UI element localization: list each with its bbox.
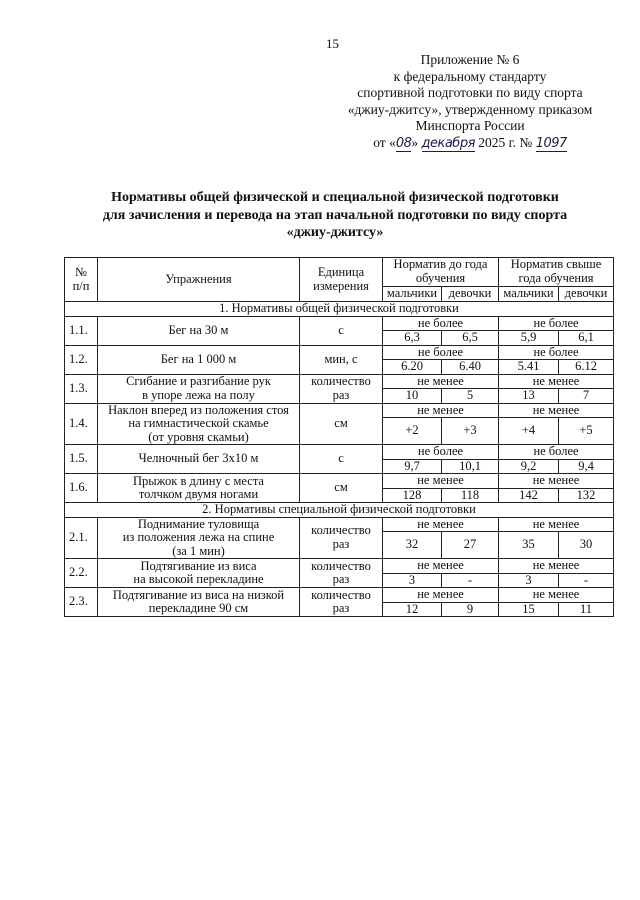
table-row: [65, 474, 614, 489]
value-girls-1: 27: [442, 532, 499, 559]
qualifier: не более: [383, 316, 499, 331]
row-number: 2.2.: [65, 559, 98, 588]
qualifier: не менее: [383, 517, 499, 532]
appendix-line-4: «джиу-джитсу», утвержденному приказом: [347, 101, 593, 117]
value-boys-2: 9,2: [499, 459, 559, 474]
value-boys-1: 9,7: [383, 459, 442, 474]
header-boys-1: мальчики: [383, 286, 442, 301]
order-year: 2025 г. №: [478, 134, 533, 150]
value-girls-2: 132: [559, 488, 614, 503]
value-girls-1: 6,5: [442, 331, 499, 346]
exercise-name: Бег на 1 000 м: [98, 345, 300, 374]
unit: количество раз: [300, 517, 383, 559]
unit: количество раз: [300, 559, 383, 588]
handwritten-day: 08: [395, 135, 412, 151]
section-title: 1. Нормативы общей физической подготовки: [65, 302, 614, 317]
appendix-line-5: Минспорта России: [415, 118, 525, 134]
table-row: [65, 374, 614, 389]
qualifier: не более: [383, 345, 499, 360]
exercise-name: Подтягивание из виса на высокой перекладине: [98, 559, 300, 588]
qualifier: не менее: [499, 403, 614, 418]
value-girls-2: +5: [559, 418, 614, 445]
header-boys-2: мальчики: [499, 286, 559, 301]
exercise-name: Поднимание туловища из положения лежа на спине (за 1 мин): [98, 517, 300, 559]
value-girls-2: 7: [559, 389, 614, 404]
header-num: № п/п: [65, 258, 98, 302]
row-number: 1.3.: [65, 374, 98, 403]
value-boys-1: 6,3: [383, 331, 442, 346]
value-girls-1: 6.40: [442, 360, 499, 375]
value-boys-2: 35: [499, 532, 559, 559]
qualifier: не менее: [383, 374, 499, 389]
unit: см: [300, 403, 383, 445]
value-boys-1: 128: [383, 488, 442, 503]
value-boys-1: 32: [383, 532, 442, 559]
exercise-name: Наклон вперед из положения стоя на гимнастической скамье (от уровня скамьи): [98, 403, 300, 445]
value-boys-1: 12: [383, 602, 442, 617]
title-line-3: «джиу-джитсу»: [286, 225, 384, 240]
value-boys-2: 13: [499, 389, 559, 404]
qualifier: не более: [383, 445, 499, 460]
unit: количество раз: [300, 374, 383, 403]
value-girls-2: 6,1: [559, 331, 614, 346]
value-boys-1: 6.20: [383, 360, 442, 375]
table-row: [65, 559, 614, 574]
value-girls-2: 9,4: [559, 459, 614, 474]
qualifier: не менее: [499, 374, 614, 389]
header-unit: Единица измерения: [300, 258, 383, 302]
section-title: 2. Нормативы специальной физической подготовки: [65, 503, 614, 518]
page-number: 15: [326, 36, 339, 51]
exercise-name: Прыжок в длину с места толчком двумя ногами: [98, 474, 300, 503]
row-number: 1.4.: [65, 403, 98, 445]
qualifier: не менее: [499, 517, 614, 532]
row-number: 2.3.: [65, 588, 98, 617]
row-number: 1.2.: [65, 345, 98, 374]
value-girls-2: -: [559, 573, 614, 588]
table-row: [65, 588, 614, 603]
title-line-2: для зачисления и перевода на этап начальной подготовки по виду спорта: [102, 207, 568, 223]
title-line-1: Нормативы общей физической и специальной физической подготовки: [111, 190, 559, 205]
exercise-name: Челночный бег 3х10 м: [98, 445, 300, 474]
unit: мин, с: [300, 345, 383, 374]
value-boys-2: 3: [499, 573, 559, 588]
row-number: 1.1.: [65, 316, 98, 345]
header-norm-first-year: Норматив до года обучения: [383, 258, 499, 287]
unit: с: [300, 316, 383, 345]
row-number: 1.5.: [65, 445, 98, 474]
appendix-line-1: Приложение № 6: [420, 52, 520, 67]
qualifier: не менее: [499, 588, 614, 603]
value-girls-1: 9: [442, 602, 499, 617]
unit: см: [300, 474, 383, 503]
header-norm-over-year: Норматив свыше года обучения: [499, 258, 614, 287]
qualifier: не более: [499, 445, 614, 460]
qualifier: не менее: [383, 588, 499, 603]
qualifier: не менее: [383, 403, 499, 418]
exercise-name: Сгибание и разгибание рук в упоре лежа на полу: [98, 374, 300, 403]
value-boys-2: 5,9: [499, 331, 559, 346]
unit: количество раз: [300, 588, 383, 617]
value-girls-2: 30: [559, 532, 614, 559]
date-prefix: от «: [373, 134, 396, 150]
table-row: [65, 517, 614, 532]
value-boys-1: 3: [383, 573, 442, 588]
value-girls-2: 6.12: [559, 360, 614, 375]
header-girls-1: девочки: [442, 286, 499, 301]
value-boys-1: +2: [383, 418, 442, 445]
appendix-header: [330, 52, 610, 152]
value-girls-1: +3: [442, 418, 499, 445]
value-boys-2: 142: [499, 488, 559, 503]
handwritten-month: декабря: [421, 135, 475, 151]
table-row: [65, 316, 614, 331]
table-row: [65, 403, 614, 418]
qualifier: не менее: [383, 474, 499, 489]
qualifier: не менее: [499, 559, 614, 574]
value-boys-2: 15: [499, 602, 559, 617]
handwritten-order-number: 1097: [535, 135, 567, 151]
value-girls-1: 10,1: [442, 459, 499, 474]
value-girls-2: 11: [559, 602, 614, 617]
table-header-row: [65, 258, 614, 287]
order-date-line: [330, 135, 610, 152]
row-number: 2.1.: [65, 517, 98, 559]
header-exercise: Упражнения: [98, 258, 300, 302]
section-row-1: [65, 302, 614, 317]
section-row-2: [65, 503, 614, 518]
header-girls-2: девочки: [559, 286, 614, 301]
value-girls-1: -: [442, 573, 499, 588]
value-boys-2: +4: [499, 418, 559, 445]
date-mid: »: [411, 134, 419, 150]
qualifier: не менее: [499, 474, 614, 489]
qualifier: не более: [499, 316, 614, 331]
value-girls-1: 5: [442, 389, 499, 404]
unit: с: [300, 445, 383, 474]
table-row: [65, 445, 614, 460]
exercise-name: Подтягивание из виса на низкой перекладине 90 см: [98, 588, 300, 617]
qualifier: не менее: [383, 559, 499, 574]
exercise-name: Бег на 30 м: [98, 316, 300, 345]
appendix-line-3: спортивной подготовки по виду спорта: [357, 85, 583, 101]
value-boys-1: 10: [383, 389, 442, 404]
document-title: [70, 189, 600, 242]
qualifier: не более: [499, 345, 614, 360]
table-row: [65, 345, 614, 360]
norms-table: [64, 257, 614, 617]
appendix-line-2: к федеральному стандарту: [393, 68, 547, 84]
value-boys-2: 5.41: [499, 360, 559, 375]
value-girls-1: 118: [442, 488, 499, 503]
row-number: 1.6.: [65, 474, 98, 503]
